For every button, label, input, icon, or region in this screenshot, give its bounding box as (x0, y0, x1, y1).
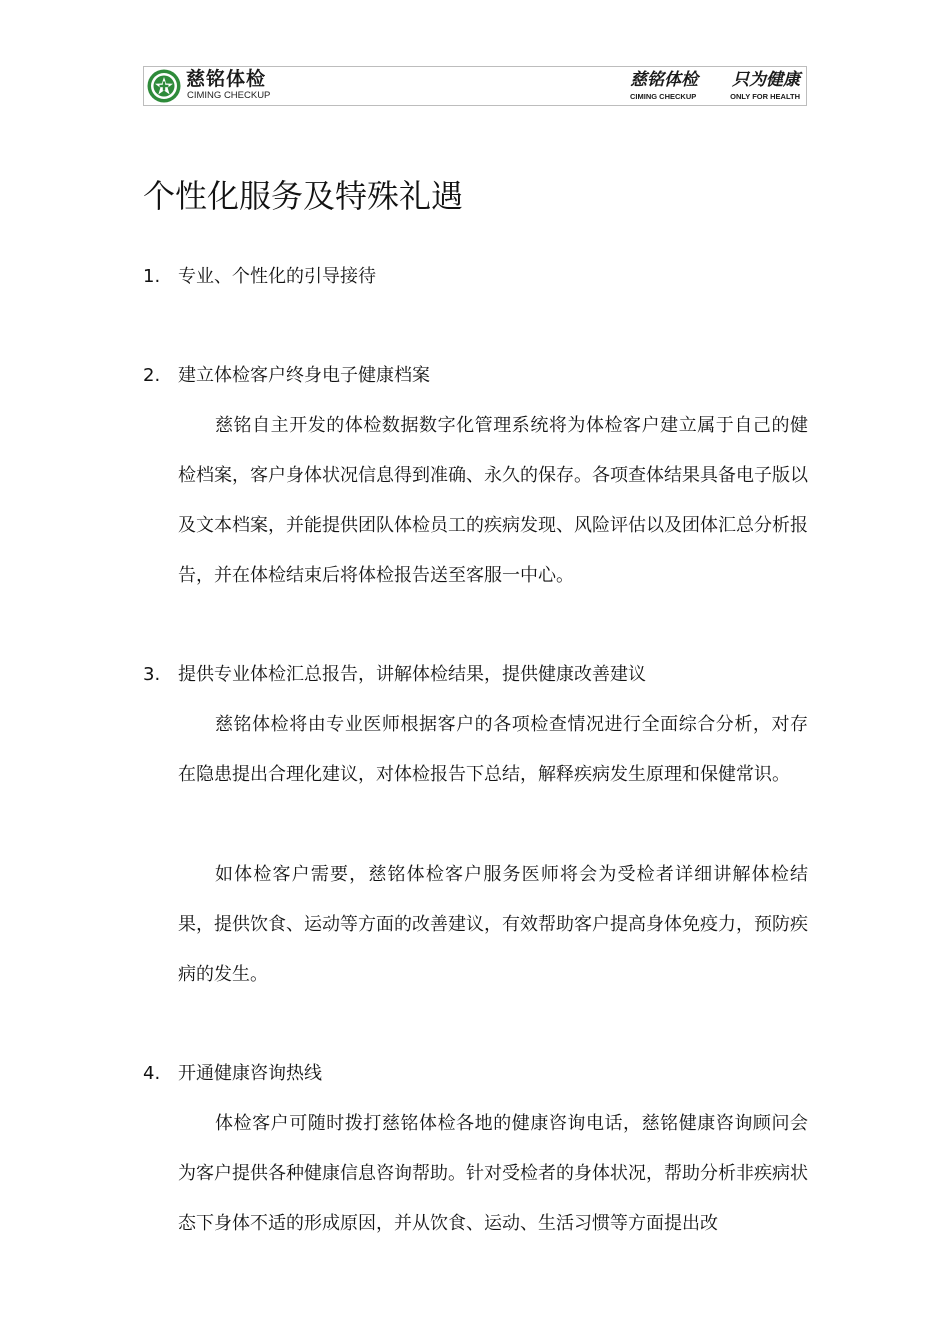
section-4-paragraph-1: 体检客户可随时拨打慈铭体检各地的健康咨询电话，慈铭健康咨询顾问会为客户提供各种健康信息咨询帮助。针对受检者的身体状况，帮助分析非疾病状态下身体不适的形成原因，并从饮食、运动、生活习惯等方面提出改 (178, 1113, 808, 1234)
slogan-motto-cn: 只为健康 (732, 70, 800, 90)
header-slogan-chinese (630, 70, 800, 90)
section-number: 1. (143, 266, 161, 287)
section-heading-text: 建立体检客户终身电子健康档案 (178, 365, 430, 386)
slogan-brand-cn: 慈铭体检 (630, 70, 698, 90)
slogan-brand-en: CIMING CHECKUP (630, 92, 697, 101)
slogan-motto-en: ONLY FOR HEALTH (730, 92, 800, 101)
section-heading-3 (143, 661, 646, 689)
header-slogan-english (630, 92, 800, 102)
section-heading-4 (143, 1060, 322, 1088)
section-3-paragraph-2: 如体检客户需要，慈铭体检客户服务医师将会为受检者详细讲解体检结果，提供饮食、运动等方面的改善建议，有效帮助客户提高身体免疫力，预防疾病的发生。 (178, 864, 808, 985)
section-heading-text: 开通健康咨询热线 (178, 1063, 322, 1084)
section-heading-1 (143, 263, 376, 291)
logo-english-name: CIMING CHECKUP (187, 90, 271, 101)
section-3-paragraph-1: 慈铭体检将由专业医师根据客户的各项检查情况进行全面综合分析，对存在隐患提出合理化建议，对体检报告下总结，解释疾病发生原理和保健常识。 (178, 714, 808, 785)
document-header (143, 66, 807, 106)
section-heading-2 (143, 362, 430, 390)
ciming-logo-emblem-icon (146, 68, 182, 104)
section-number: 2. (143, 365, 161, 386)
section-2-paragraph-1: 慈铭自主开发的体检数据数字化管理系统将为体检客户建立属于自己的健检档案，客户身体状况信息得到准确、永久的保存。各项查体结果具备电子版以及文本档案，并能提供团队体检员工的疾病发现、风险评估以及团体汇总分析报告，并在体检结束后将体检报告送至客服一中心。 (178, 415, 808, 586)
page-title: 个性化服务及特殊礼遇 (143, 177, 464, 215)
section-number: 3. (143, 664, 161, 685)
section-heading-text: 专业、个性化的引导接待 (178, 266, 376, 287)
logo-chinese-name: 慈铭体检 (186, 68, 267, 90)
section-heading-text: 提供专业体检汇总报告，讲解体检结果，提供健康改善建议 (178, 664, 646, 685)
section-number: 4. (143, 1063, 161, 1084)
